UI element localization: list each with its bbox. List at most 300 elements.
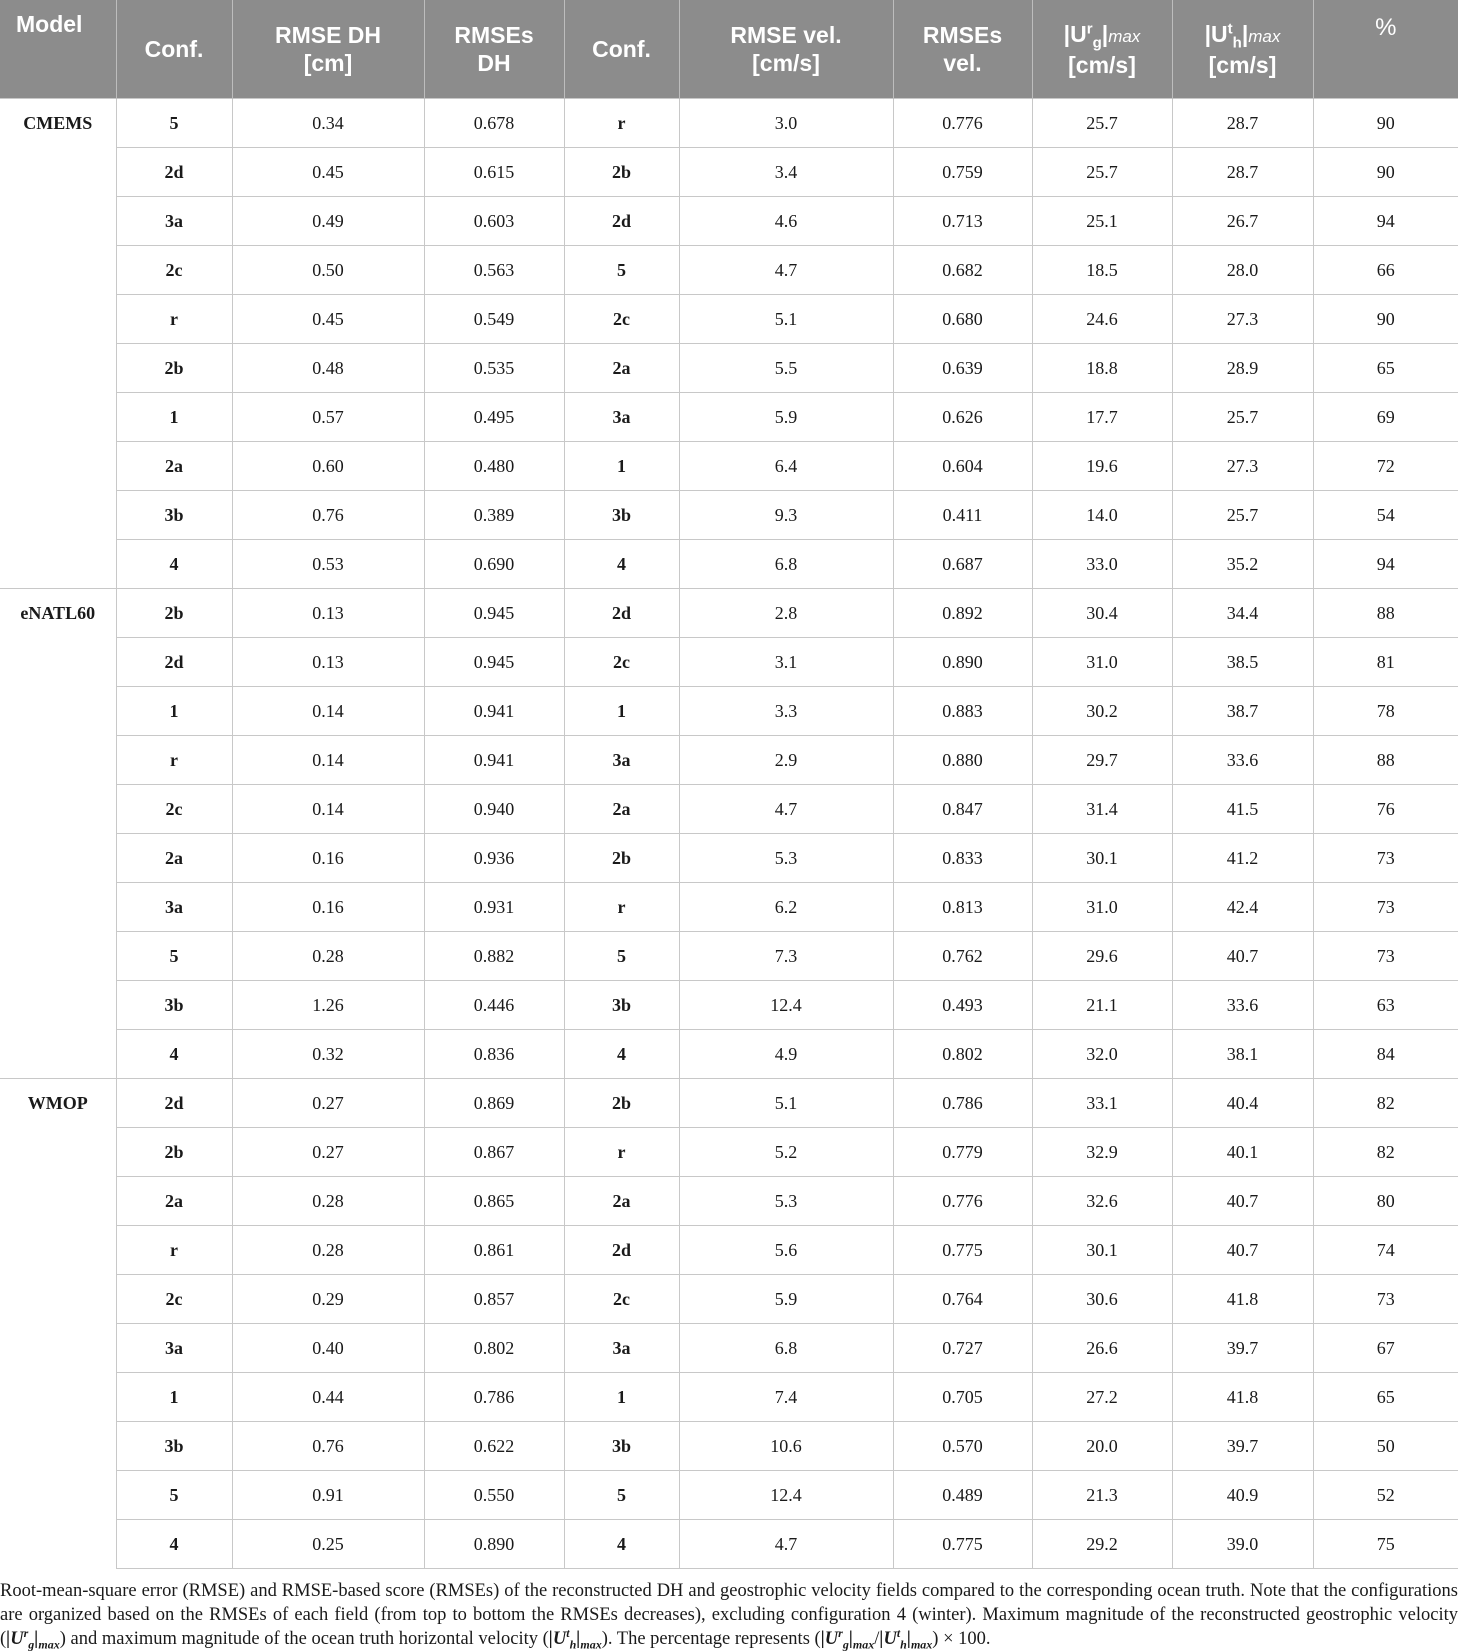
cell-uh-max: 39.0	[1172, 1520, 1313, 1569]
cell-uh-max: 40.4	[1172, 1079, 1313, 1128]
cell-uh-max: 39.7	[1172, 1422, 1313, 1471]
cell-percentage: 94	[1313, 197, 1458, 246]
cell-uh-max: 41.5	[1172, 785, 1313, 834]
cell-conf-dh: 2d	[116, 1079, 232, 1128]
table-row	[0, 1128, 1458, 1177]
cell-conf-vel: 4	[564, 1030, 679, 1079]
table-row	[0, 1471, 1458, 1520]
cell-rmse-dh: 0.91	[232, 1471, 424, 1520]
header-score-dh-line2: DH	[477, 50, 511, 76]
cell-uh-max: 41.8	[1172, 1373, 1313, 1422]
cell-conf-vel: 2a	[564, 1177, 679, 1226]
cell-rmse-vel: 5.1	[679, 1079, 893, 1128]
cell-conf-dh: 5	[116, 932, 232, 981]
cell-conf-vel: 3a	[564, 393, 679, 442]
header-row	[0, 0, 1458, 99]
cell-score-vel: 0.570	[893, 1422, 1032, 1471]
caption-text-1: Root-mean-square error (RMSE) and RMSE-based score (RMSEs) of the reconstructed DH and geostrophic velocity fields compared to the corresponding ocean truth. Note that the configurations are organized based on the RMSEs of each field (from top to bottom the RMSEs decreases), excluding configuration 4 (winter). Maximum magnitude of the reconstructed geostrophic velocity (	[0, 1581, 1458, 1649]
cell-score-dh: 0.615	[424, 148, 564, 197]
cell-percentage: 63	[1313, 981, 1458, 1030]
cell-percentage: 94	[1313, 540, 1458, 589]
cell-percentage: 90	[1313, 148, 1458, 197]
header-ug-symbol: $|U^r_g|\max$	[1063, 19, 1141, 52]
cell-score-vel: 0.776	[893, 99, 1032, 148]
cell-rmse-vel: 2.9	[679, 736, 893, 785]
table-row	[0, 1324, 1458, 1373]
caption-text-3: ). The percentage represents (	[601, 1629, 821, 1649]
cell-rmse-dh: 0.49	[232, 197, 424, 246]
cell-rmse-dh: 0.44	[232, 1373, 424, 1422]
cell-rmse-dh: 0.16	[232, 834, 424, 883]
caption-text-2: ) and maximum magnitude of the ocean truth horizontal velocity (	[59, 1629, 549, 1649]
cell-rmse-dh: 0.27	[232, 1128, 424, 1177]
cell-percentage: 88	[1313, 589, 1458, 638]
cell-rmse-vel: 5.5	[679, 344, 893, 393]
cell-ug-max: 32.6	[1032, 1177, 1172, 1226]
cell-score-dh: 0.869	[424, 1079, 564, 1128]
cell-uh-max: 34.4	[1172, 589, 1313, 638]
cell-ug-max: 32.0	[1032, 1030, 1172, 1079]
cell-score-vel: 0.775	[893, 1520, 1032, 1569]
cell-conf-vel: 2a	[564, 344, 679, 393]
cell-uh-max: 41.2	[1172, 834, 1313, 883]
table-row	[0, 736, 1458, 785]
cell-ug-max: 25.7	[1032, 148, 1172, 197]
cell-conf-dh: 2a	[116, 442, 232, 491]
cell-rmse-dh: 0.76	[232, 491, 424, 540]
cell-conf-vel: 2d	[564, 197, 679, 246]
cell-uh-max: 25.7	[1172, 491, 1313, 540]
cell-percentage: 73	[1313, 1275, 1458, 1324]
table-row	[0, 1373, 1458, 1422]
cell-rmse-dh: 0.40	[232, 1324, 424, 1373]
cell-conf-dh: 2b	[116, 344, 232, 393]
cell-score-vel: 0.680	[893, 295, 1032, 344]
cell-rmse-vel: 5.1	[679, 295, 893, 344]
header-uh-unit: [cm/s]	[1208, 51, 1277, 78]
cell-ug-max: 25.7	[1032, 99, 1172, 148]
cell-score-vel: 0.759	[893, 148, 1032, 197]
cell-ug-max: 31.0	[1032, 883, 1172, 932]
cell-conf-dh: 1	[116, 393, 232, 442]
cell-ug-max: 29.6	[1032, 932, 1172, 981]
cell-uh-max: 33.6	[1172, 981, 1313, 1030]
cell-score-dh: 0.495	[424, 393, 564, 442]
cell-score-vel: 0.802	[893, 1030, 1032, 1079]
cell-conf-dh: r	[116, 1226, 232, 1275]
cell-conf-vel: 1	[564, 442, 679, 491]
cell-score-dh: 0.882	[424, 932, 564, 981]
header-percentage: %	[1313, 0, 1458, 99]
cell-percentage: 67	[1313, 1324, 1458, 1373]
cell-ug-max: 29.2	[1032, 1520, 1172, 1569]
cell-ug-max: 14.0	[1032, 491, 1172, 540]
cell-conf-vel: 2c	[564, 1275, 679, 1324]
cell-rmse-vel: 4.7	[679, 1520, 893, 1569]
cell-conf-dh: 2b	[116, 1128, 232, 1177]
cell-score-vel: 0.786	[893, 1079, 1032, 1128]
cell-conf-dh: 2c	[116, 246, 232, 295]
cell-uh-max: 40.7	[1172, 1226, 1313, 1275]
cell-conf-vel: 2b	[564, 148, 679, 197]
table-row	[0, 589, 1458, 638]
cell-score-vel: 0.682	[893, 246, 1032, 295]
cell-conf-vel: 4	[564, 540, 679, 589]
cell-rmse-vel: 4.7	[679, 246, 893, 295]
header-conf-vel: Conf.	[564, 0, 679, 99]
cell-score-vel: 0.776	[893, 1177, 1032, 1226]
cell-score-dh: 0.936	[424, 834, 564, 883]
cell-percentage: 72	[1313, 442, 1458, 491]
cell-rmse-vel: 5.3	[679, 834, 893, 883]
cell-rmse-dh: 0.16	[232, 883, 424, 932]
cell-score-dh: 0.836	[424, 1030, 564, 1079]
cell-score-vel: 0.890	[893, 638, 1032, 687]
cell-rmse-dh: 0.13	[232, 638, 424, 687]
table-row	[0, 834, 1458, 883]
cell-conf-dh: 3b	[116, 1422, 232, 1471]
header-score-vel-line2: vel.	[943, 50, 982, 76]
cell-conf-vel: 2a	[564, 785, 679, 834]
cell-ug-max: 17.7	[1032, 393, 1172, 442]
cell-rmse-vel: 6.2	[679, 883, 893, 932]
cell-uh-max: 40.9	[1172, 1471, 1313, 1520]
cell-rmse-dh: 0.34	[232, 99, 424, 148]
cell-uh-max: 26.7	[1172, 197, 1313, 246]
cell-conf-vel: 2c	[564, 638, 679, 687]
cell-conf-vel: 3b	[564, 491, 679, 540]
table-body	[0, 99, 1458, 1569]
cell-conf-dh: 5	[116, 99, 232, 148]
cell-score-vel: 0.713	[893, 197, 1032, 246]
cell-conf-vel: 3b	[564, 1422, 679, 1471]
header-ug-max	[1032, 0, 1172, 99]
cell-rmse-vel: 3.0	[679, 99, 893, 148]
cell-score-vel: 0.639	[893, 344, 1032, 393]
cell-percentage: 65	[1313, 344, 1458, 393]
table-row	[0, 687, 1458, 736]
model-cell: CMEMS	[0, 99, 116, 589]
cell-rmse-dh: 1.26	[232, 981, 424, 1030]
cell-conf-vel: 5	[564, 932, 679, 981]
cell-score-dh: 0.802	[424, 1324, 564, 1373]
cell-percentage: 78	[1313, 687, 1458, 736]
cell-ug-max: 27.2	[1032, 1373, 1172, 1422]
cell-ug-max: 31.4	[1032, 785, 1172, 834]
table-row	[0, 1079, 1458, 1128]
cell-uh-max: 38.7	[1172, 687, 1313, 736]
cell-uh-max: 28.0	[1172, 246, 1313, 295]
table-row	[0, 638, 1458, 687]
cell-score-vel: 0.687	[893, 540, 1032, 589]
cell-rmse-dh: 0.27	[232, 1079, 424, 1128]
cell-rmse-vel: 4.6	[679, 197, 893, 246]
cell-conf-dh: 3a	[116, 1324, 232, 1373]
cell-conf-dh: 3a	[116, 197, 232, 246]
table-caption: Root-mean-square error (RMSE) and RMSE-based score (RMSEs) of the reconstructed DH and geostrophic velocity fields compared to the corresponding ocean truth. Note that the configurations are organized based on the RMSEs of each field (from top to bottom the RMSEs decreases), excluding configuration 4 (winter). Maximum magnitude of the reconstructed geostrophic velocity $(|U^r_g|_{max})$ and maximum magnitude of the ocean truth horizontal velocity $(|U^t_h|_{max})$. The percentage represents $(|U^r_g|_{max}/|U^t_h|_{max}) \times 100$.	[0, 1581, 1458, 1652]
cell-percentage: 82	[1313, 1079, 1458, 1128]
cell-ug-max: 32.9	[1032, 1128, 1172, 1177]
cell-percentage: 73	[1313, 883, 1458, 932]
cell-rmse-vel: 5.2	[679, 1128, 893, 1177]
cell-uh-max: 27.3	[1172, 442, 1313, 491]
cell-rmse-vel: 5.9	[679, 1275, 893, 1324]
table-row	[0, 1177, 1458, 1226]
cell-score-dh: 0.861	[424, 1226, 564, 1275]
cell-rmse-vel: 9.3	[679, 491, 893, 540]
cell-rmse-vel: 12.4	[679, 1471, 893, 1520]
cell-conf-vel: 3a	[564, 736, 679, 785]
cell-ug-max: 25.1	[1032, 197, 1172, 246]
cell-percentage: 75	[1313, 1520, 1458, 1569]
cell-rmse-vel: 2.8	[679, 589, 893, 638]
cell-score-dh: 0.446	[424, 981, 564, 1030]
table-row	[0, 197, 1458, 246]
cell-conf-vel: 4	[564, 1520, 679, 1569]
cell-conf-dh: 2b	[116, 589, 232, 638]
cell-score-dh: 0.690	[424, 540, 564, 589]
table-row	[0, 442, 1458, 491]
cell-conf-vel: r	[564, 99, 679, 148]
caption-text-4: ) × 100.	[932, 1629, 991, 1649]
cell-rmse-vel: 6.4	[679, 442, 893, 491]
cell-score-dh: 0.480	[424, 442, 564, 491]
cell-percentage: 90	[1313, 99, 1458, 148]
cell-ug-max: 18.5	[1032, 246, 1172, 295]
cell-percentage: 52	[1313, 1471, 1458, 1520]
cell-conf-vel: 5	[564, 246, 679, 295]
cell-uh-max: 28.7	[1172, 148, 1313, 197]
header-uh-symbol: $|U^t_h|\max$	[1204, 19, 1281, 52]
cell-uh-max: 35.2	[1172, 540, 1313, 589]
cell-ug-max: 30.1	[1032, 834, 1172, 883]
cell-rmse-vel: 4.9	[679, 1030, 893, 1079]
cell-score-vel: 0.883	[893, 687, 1032, 736]
cell-percentage: 76	[1313, 785, 1458, 834]
cell-conf-dh: 4	[116, 540, 232, 589]
cell-score-vel: 0.411	[893, 491, 1032, 540]
cell-score-vel: 0.813	[893, 883, 1032, 932]
cell-score-vel: 0.762	[893, 932, 1032, 981]
cell-score-vel: 0.764	[893, 1275, 1032, 1324]
cell-conf-vel: 2d	[564, 589, 679, 638]
cell-conf-vel: 2b	[564, 834, 679, 883]
cell-score-dh: 0.678	[424, 99, 564, 148]
cell-uh-max: 28.9	[1172, 344, 1313, 393]
cell-conf-vel: 3b	[564, 981, 679, 1030]
cell-percentage: 65	[1313, 1373, 1458, 1422]
cell-conf-dh: 3b	[116, 491, 232, 540]
cell-percentage: 90	[1313, 295, 1458, 344]
cell-rmse-dh: 0.29	[232, 1275, 424, 1324]
table-row	[0, 99, 1458, 148]
cell-conf-dh: 4	[116, 1520, 232, 1569]
cell-rmse-dh: 0.57	[232, 393, 424, 442]
cell-score-vel: 0.892	[893, 589, 1032, 638]
caption-ratio-den: $|U^t_h|_{max}$	[879, 1625, 933, 1652]
cell-conf-vel: r	[564, 883, 679, 932]
cell-score-dh: 0.931	[424, 883, 564, 932]
header-score-dh-line1: RMSEs	[454, 22, 534, 48]
caption-ratio-num: $|U^r_g|_{max}$	[820, 1625, 875, 1652]
cell-rmse-vel: 12.4	[679, 981, 893, 1030]
header-model: Model	[0, 0, 116, 99]
table-row	[0, 295, 1458, 344]
cell-conf-dh: r	[116, 295, 232, 344]
header-score-vel	[893, 0, 1032, 99]
cell-score-dh: 0.563	[424, 246, 564, 295]
cell-rmse-vel: 5.3	[679, 1177, 893, 1226]
cell-conf-dh: r	[116, 736, 232, 785]
cell-score-dh: 0.867	[424, 1128, 564, 1177]
cell-score-vel: 0.880	[893, 736, 1032, 785]
cell-conf-dh: 5	[116, 1471, 232, 1520]
cell-rmse-vel: 3.4	[679, 148, 893, 197]
cell-ug-max: 21.1	[1032, 981, 1172, 1030]
table-row	[0, 344, 1458, 393]
cell-conf-dh: 1	[116, 1373, 232, 1422]
header-rmse-dh-line2: [cm]	[303, 50, 353, 76]
cell-score-vel: 0.833	[893, 834, 1032, 883]
cell-score-vel: 0.626	[893, 393, 1032, 442]
cell-ug-max: 33.0	[1032, 540, 1172, 589]
header-rmse-dh	[232, 0, 424, 99]
table-row	[0, 1030, 1458, 1079]
cell-score-dh: 0.941	[424, 687, 564, 736]
cell-percentage: 69	[1313, 393, 1458, 442]
cell-rmse-dh: 0.14	[232, 687, 424, 736]
table-row	[0, 246, 1458, 295]
cell-rmse-dh: 0.14	[232, 785, 424, 834]
cell-rmse-dh: 0.28	[232, 1226, 424, 1275]
cell-rmse-vel: 3.3	[679, 687, 893, 736]
cell-ug-max: 18.8	[1032, 344, 1172, 393]
cell-score-vel: 0.604	[893, 442, 1032, 491]
header-rmse-vel-line2: [cm/s]	[752, 50, 820, 76]
cell-conf-vel: 1	[564, 1373, 679, 1422]
cell-score-dh: 0.549	[424, 295, 564, 344]
cell-rmse-dh: 0.76	[232, 1422, 424, 1471]
cell-score-dh: 0.941	[424, 736, 564, 785]
cell-percentage: 54	[1313, 491, 1458, 540]
table-header	[0, 0, 1458, 99]
cell-conf-vel: 1	[564, 687, 679, 736]
table-row	[0, 491, 1458, 540]
cell-rmse-dh: 0.13	[232, 589, 424, 638]
cell-rmse-dh: 0.60	[232, 442, 424, 491]
cell-score-vel: 0.705	[893, 1373, 1032, 1422]
cell-rmse-dh: 0.28	[232, 932, 424, 981]
cell-conf-vel: 3a	[564, 1324, 679, 1373]
cell-ug-max: 21.3	[1032, 1471, 1172, 1520]
cell-conf-vel: 2c	[564, 295, 679, 344]
cell-rmse-dh: 0.32	[232, 1030, 424, 1079]
cell-ug-max: 19.6	[1032, 442, 1172, 491]
cell-score-dh: 0.865	[424, 1177, 564, 1226]
header-conf-dh: Conf.	[116, 0, 232, 99]
cell-percentage: 84	[1313, 1030, 1458, 1079]
cell-ug-max: 33.1	[1032, 1079, 1172, 1128]
cell-ug-max: 30.6	[1032, 1275, 1172, 1324]
table-row	[0, 981, 1458, 1030]
caption-uh-expr: $|U^t_h|_{max}$	[548, 1625, 602, 1652]
table-row	[0, 148, 1458, 197]
cell-score-vel: 0.489	[893, 1471, 1032, 1520]
cell-ug-max: 30.2	[1032, 687, 1172, 736]
cell-rmse-dh: 0.28	[232, 1177, 424, 1226]
header-rmse-dh-line1: RMSE DH	[274, 22, 382, 48]
cell-conf-vel: 5	[564, 1471, 679, 1520]
cell-rmse-vel: 6.8	[679, 540, 893, 589]
model-cell: WMOP	[0, 1079, 116, 1569]
cell-conf-dh: 2a	[116, 1177, 232, 1226]
cell-rmse-vel: 6.8	[679, 1324, 893, 1373]
caption-ug-expr: $|U^r_g|_{max}$	[6, 1625, 60, 1652]
cell-conf-vel: 2b	[564, 1079, 679, 1128]
cell-percentage: 66	[1313, 246, 1458, 295]
cell-uh-max: 27.3	[1172, 295, 1313, 344]
cell-conf-dh: 2d	[116, 148, 232, 197]
cell-rmse-dh: 0.53	[232, 540, 424, 589]
cell-percentage: 73	[1313, 932, 1458, 981]
cell-ug-max: 30.4	[1032, 589, 1172, 638]
header-ug-unit: [cm/s]	[1068, 51, 1136, 78]
cell-uh-max: 38.1	[1172, 1030, 1313, 1079]
cell-ug-max: 31.0	[1032, 638, 1172, 687]
cell-score-vel: 0.775	[893, 1226, 1032, 1275]
cell-conf-dh: 2c	[116, 1275, 232, 1324]
cell-conf-dh: 4	[116, 1030, 232, 1079]
cell-score-dh: 0.550	[424, 1471, 564, 1520]
cell-conf-vel: r	[564, 1128, 679, 1177]
cell-uh-max: 40.7	[1172, 1177, 1313, 1226]
cell-percentage: 50	[1313, 1422, 1458, 1471]
table-row	[0, 883, 1458, 932]
cell-uh-max: 41.8	[1172, 1275, 1313, 1324]
cell-ug-max: 30.1	[1032, 1226, 1172, 1275]
cell-rmse-vel: 7.4	[679, 1373, 893, 1422]
cell-rmse-dh: 0.14	[232, 736, 424, 785]
cell-conf-dh: 3b	[116, 981, 232, 1030]
cell-uh-max: 40.1	[1172, 1128, 1313, 1177]
cell-rmse-dh: 0.45	[232, 148, 424, 197]
cell-percentage: 80	[1313, 1177, 1458, 1226]
table-row	[0, 393, 1458, 442]
cell-score-vel: 0.493	[893, 981, 1032, 1030]
cell-score-dh: 0.603	[424, 197, 564, 246]
cell-uh-max: 25.7	[1172, 393, 1313, 442]
header-score-vel-line1: RMSEs	[922, 22, 1003, 48]
cell-conf-dh: 2a	[116, 834, 232, 883]
cell-conf-vel: 2d	[564, 1226, 679, 1275]
cell-ug-max: 29.7	[1032, 736, 1172, 785]
table-row	[0, 1275, 1458, 1324]
cell-score-dh: 0.857	[424, 1275, 564, 1324]
cell-uh-max: 42.4	[1172, 883, 1313, 932]
cell-rmse-dh: 0.48	[232, 344, 424, 393]
cell-rmse-vel: 7.3	[679, 932, 893, 981]
cell-score-dh: 0.945	[424, 589, 564, 638]
cell-ug-max: 24.6	[1032, 295, 1172, 344]
cell-uh-max: 40.7	[1172, 932, 1313, 981]
cell-ug-max: 20.0	[1032, 1422, 1172, 1471]
cell-score-dh: 0.890	[424, 1520, 564, 1569]
table-row	[0, 1520, 1458, 1569]
table-row	[0, 932, 1458, 981]
cell-score-dh: 0.622	[424, 1422, 564, 1471]
model-cell: eNATL60	[0, 589, 116, 1079]
cell-percentage: 88	[1313, 736, 1458, 785]
